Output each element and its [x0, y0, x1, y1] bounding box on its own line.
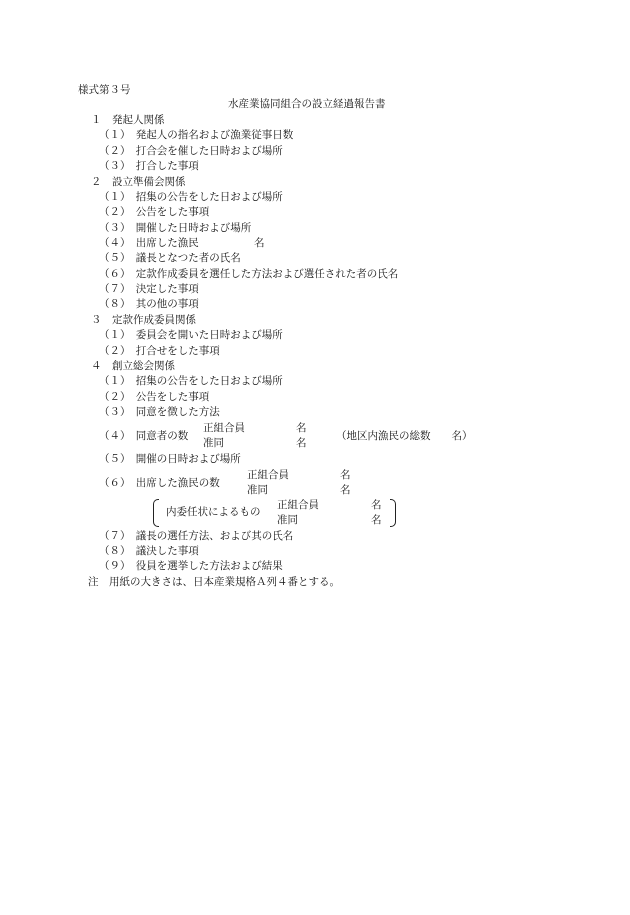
section-1-heading: １ 発起人関係	[91, 114, 165, 126]
section-2-heading: ２ 設立準備会関係	[91, 176, 186, 188]
proxy-label: 内委任状によるもの	[166, 506, 261, 518]
consenters-label: （４） 同意者の数	[99, 430, 189, 442]
section-1-item: （２） 打合会を催した日時および場所	[99, 145, 283, 157]
section-4-item: （２） 公告をした事項	[99, 391, 210, 403]
section-4-heading: ４ 創立総会関係	[91, 360, 175, 372]
section-1-item: （３） 打合した事項	[99, 160, 199, 172]
associate-member-label: 准同	[203, 437, 224, 449]
left-bracket	[153, 499, 159, 527]
section-4-item: （８） 議決した事項	[99, 545, 199, 557]
unit-label: 名	[296, 437, 307, 449]
unit-label: 名	[371, 499, 382, 511]
section-4-item: （９） 役員を選挙した方法および結果	[99, 560, 283, 572]
section-1-item: （１） 発起人の指名および漁業従事日数	[99, 129, 294, 141]
section-3-heading: ３ 定款作成委員関係	[91, 314, 196, 326]
unit-label: 名	[340, 469, 351, 481]
section-2-item: （３） 開催した日時および場所	[99, 222, 252, 234]
unit-label: 名	[371, 514, 382, 526]
section-2-item: （１） 招集の公告をした日および場所	[99, 191, 283, 203]
footnote: 注 用紙の大きさは、日本産業規格Ａ列４番とする。	[88, 576, 340, 588]
document-title: 水産業協同組合の設立経過報告書	[228, 98, 386, 110]
section-4-item: （１） 招集の公告をした日および場所	[99, 375, 283, 387]
unit-label: 名	[254, 237, 265, 249]
associate-member-label: 准同	[247, 484, 268, 496]
section-2-item: （２） 公告をした事項	[99, 206, 210, 218]
regular-member-label: 正組合員	[247, 469, 289, 481]
section-3-item: （２） 打合せをした事項	[99, 345, 220, 357]
section-2-item: （６） 定款作成委員を選任した方法および選任された者の氏名	[99, 268, 399, 280]
associate-member-label: 准同	[277, 514, 298, 526]
right-bracket	[390, 499, 396, 527]
section-2-item: （８） 其の他の事項	[99, 298, 199, 310]
district-total-note: （地区内漁民の総数 名）	[336, 430, 473, 442]
section-2-item: （４） 出席した漁民	[99, 237, 199, 249]
regular-member-label: 正組合員	[203, 422, 245, 434]
form-number: 様式第３号	[78, 84, 131, 96]
regular-member-label: 正組合員	[277, 499, 319, 511]
unit-label: 名	[340, 484, 351, 496]
attendees-label: （６） 出席した漁民の数	[99, 477, 220, 489]
section-2-item: （７） 決定した事項	[99, 283, 199, 295]
section-2-item: （５） 議長となつた者の氏名	[99, 252, 241, 264]
section-4-item: （５） 開催の日時および場所	[99, 453, 241, 465]
unit-label: 名	[296, 422, 307, 434]
section-3-item: （１） 委員会を開いた日時および場所	[99, 329, 283, 341]
section-4-item: （７） 議長の選任方法、および其の氏名	[99, 530, 294, 542]
section-4-item: （３） 同意を徴した方法	[99, 406, 220, 418]
